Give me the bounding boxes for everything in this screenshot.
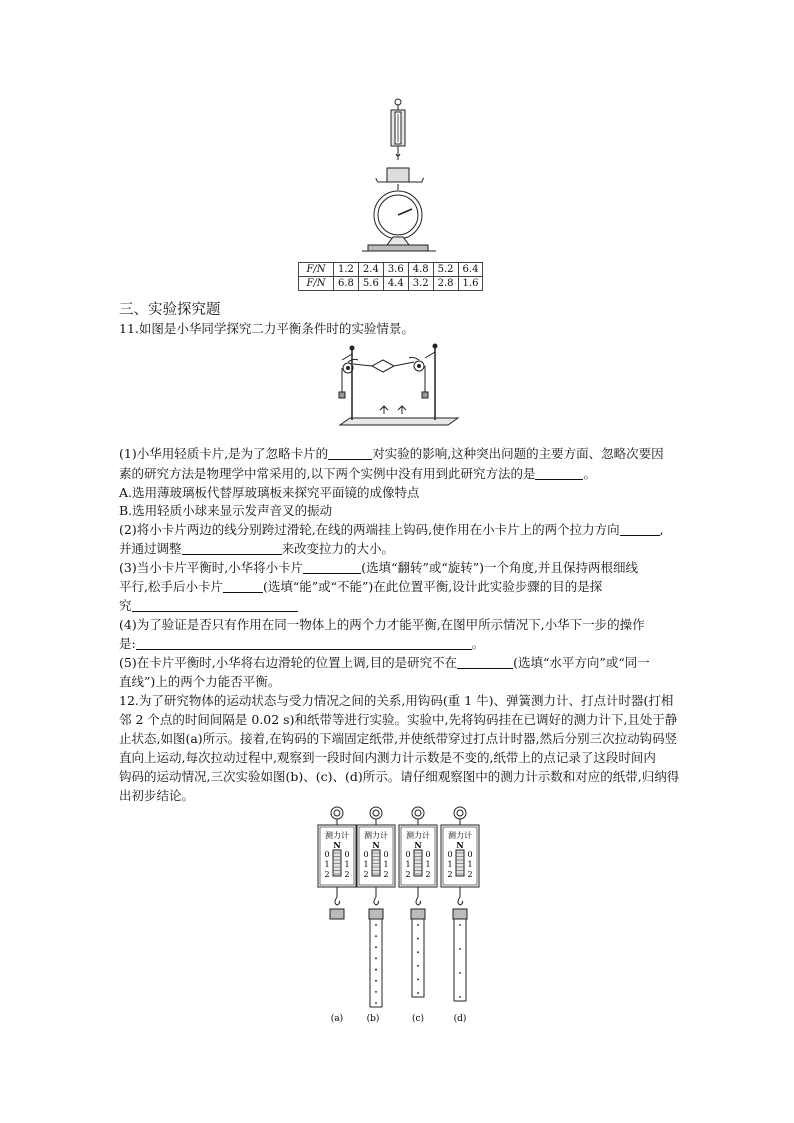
meter-tick-label: 0 [467, 850, 473, 859]
meter-tick-label: 2 [383, 870, 389, 879]
table-cell: 5.6 [358, 277, 383, 291]
q11-p1-line2: 素的研究方法是物理学中常采用的,以下两个实例中没有用到此研究方法的是 。 [119, 466, 596, 481]
answer-blank[interactable] [182, 542, 282, 555]
meter-tick-label: 1 [447, 860, 453, 869]
table-cell: 1.6 [458, 277, 483, 291]
table-cell: 1.2 [334, 263, 359, 277]
meter-tick-label: 1 [344, 860, 350, 869]
answer-blank[interactable] [136, 637, 472, 650]
answer-blank[interactable] [303, 561, 361, 574]
q12-line5: 钩码的运动情况,三次实验如图(b)、(c)、(d)所示。请仔细观察图中的测力计示数和对应的纸带,归纳得 [119, 769, 680, 784]
table-header-cell: F/N [299, 263, 334, 277]
meter-tick-label: 0 [324, 850, 330, 859]
table-cell: 2.4 [358, 263, 383, 277]
q11-intro: 11.如图是小华同学探究二力平衡条件时的实验情景。 [119, 321, 414, 336]
q12-line3: 止状态,如图(a)所示。接着,在钩码的下端固定纸带,并使纸带穿过打点计时器,然后分别三次拉动钩码竖 [119, 731, 678, 746]
meter-unit: N [456, 840, 464, 850]
meter-tick-label: 1 [363, 860, 369, 869]
meter-label: 测力计 [325, 831, 349, 840]
q11-p5-line2: 直线”)上的两个力能否平衡。 [119, 674, 281, 689]
section-title: 三、实验探究题 [119, 302, 221, 318]
q11-p4-line1: (4)为了验证是否只有作用在同一物体上的两个力才能平衡,在图甲所示情况下,小华下一步的操作 [119, 617, 645, 632]
q11-p3-line1: (3)当小卡片平衡时,小华将小卡片 (选填“翻转”或“旋转”)一个角度,并且保持两根细线 [119, 560, 638, 575]
caption-b: (b) [366, 1014, 380, 1024]
meter-unit: N [372, 840, 380, 850]
q11-p5-line1: (5)在卡片平衡时,小华将右边滑轮的位置上调,目的是研究不在 (选填“水平方向”或“同一 [119, 655, 650, 670]
meter-tick-label: 2 [324, 870, 330, 879]
meter-tick-label: 0 [383, 850, 389, 859]
answer-blank[interactable] [457, 656, 513, 669]
meter-tick-label: 2 [467, 870, 473, 879]
meter-tick-label: 1 [405, 860, 411, 869]
meter-tick-label: 1 [467, 860, 473, 869]
figure-scale-apparatus [360, 98, 440, 258]
table-cell: 6.4 [458, 263, 483, 277]
figure-spring-meters [310, 805, 490, 1030]
figure-pulley-apparatus [330, 340, 460, 440]
data-table [298, 262, 483, 291]
table-row [299, 277, 483, 291]
answer-blank[interactable] [535, 467, 583, 480]
q12-line2: 邻 2 个点的时间间隔是 0.02 s)和纸带等进行实验。实验中,先将钩码挂在已调好的测力计下,且处于静 [119, 712, 678, 727]
meter-label: 测力计 [448, 831, 472, 840]
meter-label: 测力计 [364, 831, 388, 840]
meter-tick-label: 0 [363, 850, 369, 859]
meter-tick-label: 0 [405, 850, 411, 859]
table-cell: 4.4 [383, 277, 408, 291]
meter-unit: N [333, 840, 341, 850]
meter-tick-label: 1 [425, 860, 431, 869]
q11-option-a: A.选用薄玻璃板代替厚玻璃板来探究平面镜的成像特点 [119, 485, 420, 500]
meter-tick-label: 2 [447, 870, 453, 879]
meter-tick-label: 0 [344, 850, 350, 859]
answer-blank[interactable] [620, 523, 660, 536]
q11-option-b: B.选用轻质小球来显示发声音叉的振动 [119, 503, 333, 518]
meter-tick-label: 0 [447, 850, 453, 859]
answer-blank[interactable] [132, 599, 298, 612]
meter-tick-label: 1 [324, 860, 330, 869]
spring-meter [399, 807, 437, 997]
table-cell: 6.8 [334, 277, 359, 291]
spring-meter [441, 807, 479, 1001]
meter-unit: N [414, 840, 422, 850]
q11-p3-line3: 究 [119, 597, 298, 614]
meter-tick-label: 0 [425, 850, 431, 859]
answer-blank[interactable] [328, 447, 372, 460]
q12-line1: 12.为了研究物体的运动状态与受力情况之间的关系,用钩码(重 1 牛)、弹簧测力计、打点计时器(打相 [119, 693, 674, 708]
q11-p1-line1: (1)小华用轻质卡片,是为了忽略卡片的 对实验的影响,这种突出问题的主要方面、忽略次要因 [119, 446, 664, 461]
meter-tick-label: 2 [344, 870, 350, 879]
q11-p3-line2: 平行,松手后小卡片 (选填“能”或“不能”)在此位置平衡,设计此实验步骤的目的是探 [119, 579, 603, 594]
table-cell: 3.2 [408, 277, 433, 291]
answer-blank[interactable] [223, 580, 263, 593]
table-cell: 3.6 [383, 263, 408, 277]
meter-group [318, 807, 479, 1007]
table-row [299, 263, 483, 277]
q12-line4: 直向上运动,每次拉动过程中,观察到一段时间内测力计示数是不变的,纸带上的点记录了这段时间内 [119, 750, 656, 765]
q12-line6: 出初步结论。 [119, 788, 195, 803]
meter-label: 测力计 [406, 831, 430, 840]
caption-d: (d) [453, 1014, 467, 1024]
caption-c: (c) [411, 1014, 425, 1024]
q11-p2-line1: (2)将小卡片两边的线分别跨过滑轮,在线的两端挂上钩码,使作用在小卡片上的两个拉力方向 , [119, 522, 664, 537]
caption-a: (a) [330, 1014, 344, 1024]
spring-meter [318, 807, 356, 919]
table-cell: 4.8 [408, 263, 433, 277]
meter-tick-label: 2 [425, 870, 431, 879]
table-header-cell: F/N [299, 277, 334, 291]
table-cell: 2.8 [433, 277, 458, 291]
meter-tick-label: 1 [383, 860, 389, 869]
table-cell: 5.2 [433, 263, 458, 277]
meter-tick-label: 2 [405, 870, 411, 879]
q11-p4-line2: 是: 。 [119, 636, 485, 651]
meter-tick-label: 2 [363, 870, 369, 879]
q11-p2-line2: 并通过调整 来改变拉力的大小。 [119, 541, 395, 556]
spring-meter [357, 807, 395, 1007]
